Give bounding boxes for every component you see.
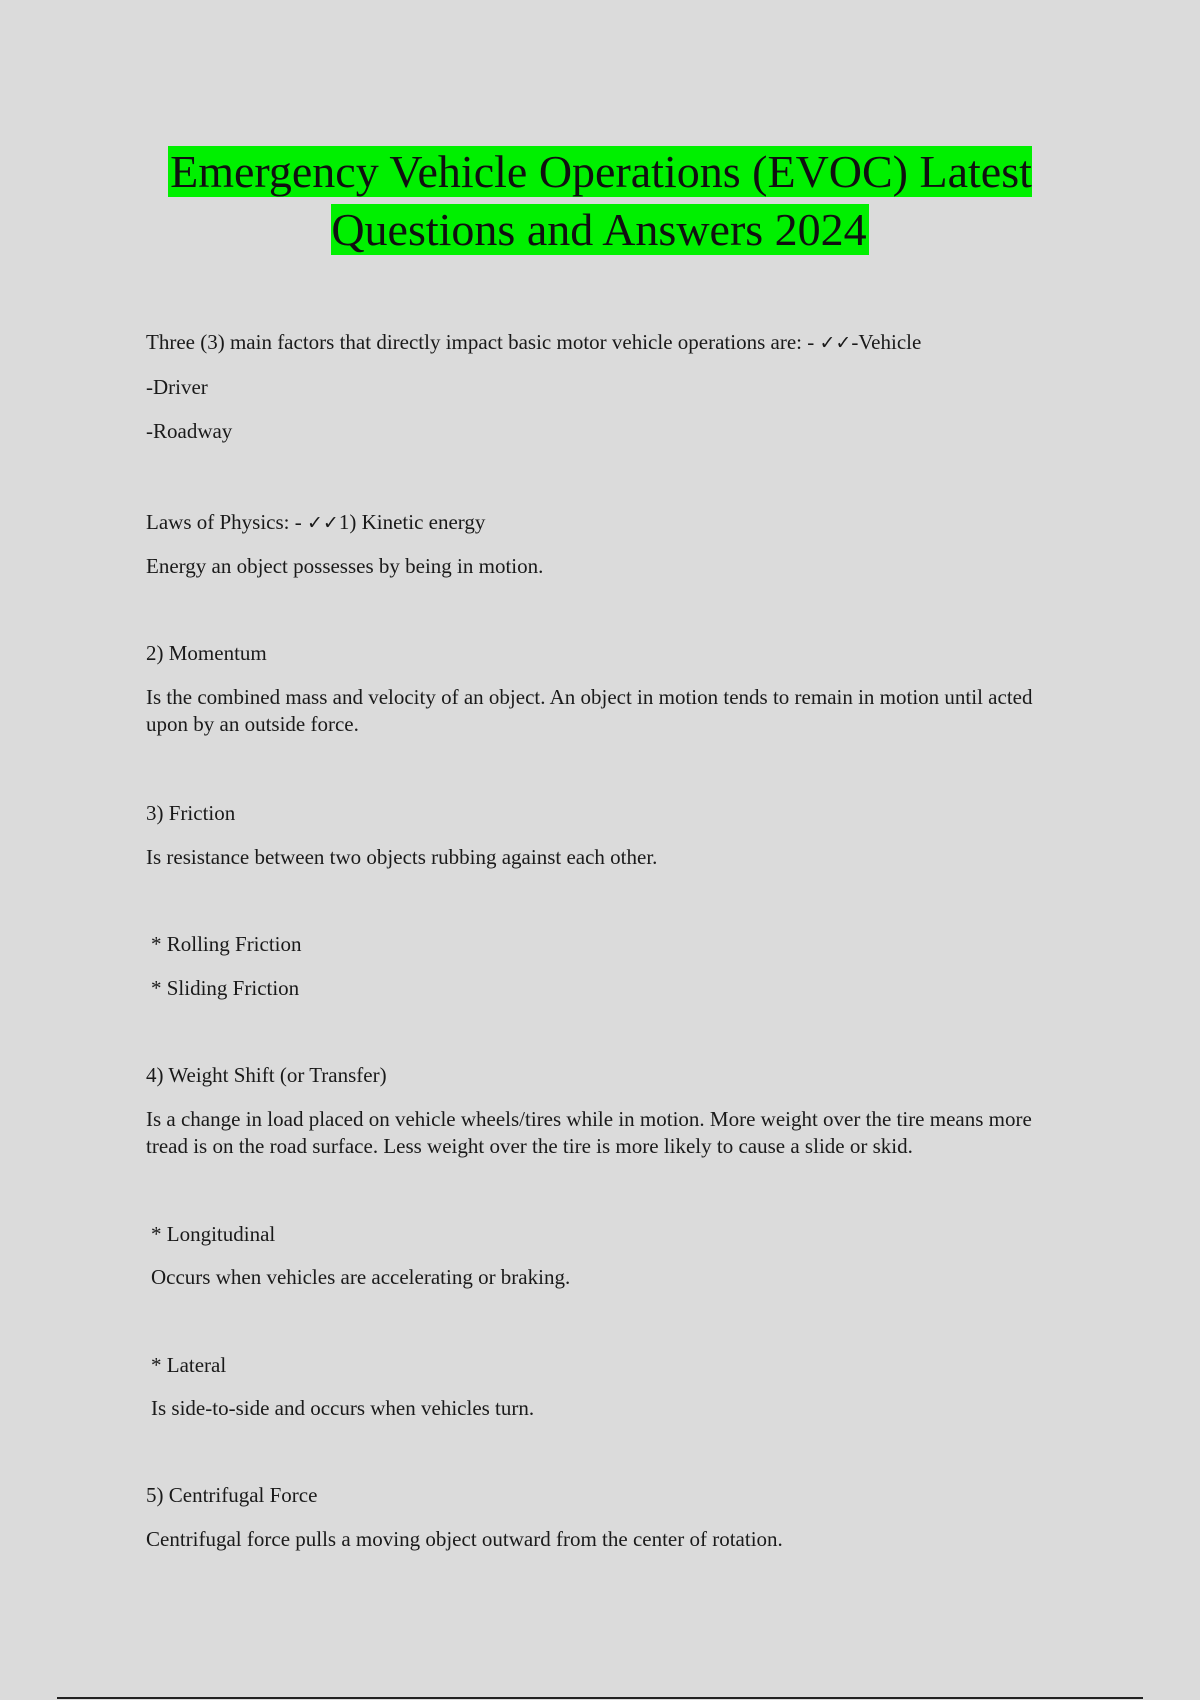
- answer-line-driver: -Driver: [146, 375, 208, 399]
- answer-text: 1) Kinetic energy: [338, 510, 486, 534]
- question-text: Three (3) main factors that directly impact basic motor vehicle operations are: -: [146, 330, 820, 354]
- longitudinal-heading: * Longitudinal: [151, 1222, 276, 1246]
- friction-heading: 3) Friction: [146, 801, 236, 825]
- longitudinal-description: Occurs when vehicles are accelerating or braking.: [151, 1265, 571, 1289]
- double-check-icon: ✓✓: [819, 332, 852, 354]
- friction-type-sliding: * Sliding Friction: [151, 976, 300, 1000]
- kinetic-energy-description: Energy an object possesses by being in motion.: [146, 554, 544, 578]
- question-main-factors: [146, 328, 921, 357]
- weight-shift-description: Is a change in load placed on vehicle wheels/tires while in motion. More weight over the tire means more tread is on the road surface. Less weight over the tire is more likely to cause a slide or skid.: [146, 1107, 1032, 1158]
- weight-shift-heading: 4) Weight Shift (or Transfer): [146, 1063, 387, 1087]
- answer-text: -Vehicle: [851, 330, 922, 354]
- centrifugal-description: Centrifugal force pulls a moving object outward from the center of rotation.: [146, 1527, 783, 1551]
- lateral-description: Is side-to-side and occurs when vehicles turn.: [151, 1396, 535, 1420]
- friction-description: Is resistance between two objects rubbing against each other.: [146, 845, 658, 869]
- friction-type-rolling: * Rolling Friction: [151, 932, 302, 956]
- lateral-heading: * Lateral: [151, 1353, 227, 1377]
- centrifugal-heading: 5) Centrifugal Force: [146, 1483, 318, 1507]
- double-check-icon: ✓✓: [307, 512, 339, 534]
- title-highlight: Emergency Vehicle Operations (EVOC) Latest Questions and Answers 2024: [170, 146, 1032, 255]
- momentum-heading: 2) Momentum: [146, 641, 267, 665]
- question-text: Laws of Physics: -: [146, 510, 307, 534]
- answer-line-roadway: -Roadway: [146, 419, 233, 443]
- document-title: [100, 143, 1100, 259]
- momentum-description: Is the combined mass and velocity of an object. An object in motion tends to remain in motion until acted upon by an outside force.: [146, 685, 1033, 736]
- page-bottom-rule: [57, 1697, 1143, 1699]
- question-laws-of-physics: [146, 508, 485, 537]
